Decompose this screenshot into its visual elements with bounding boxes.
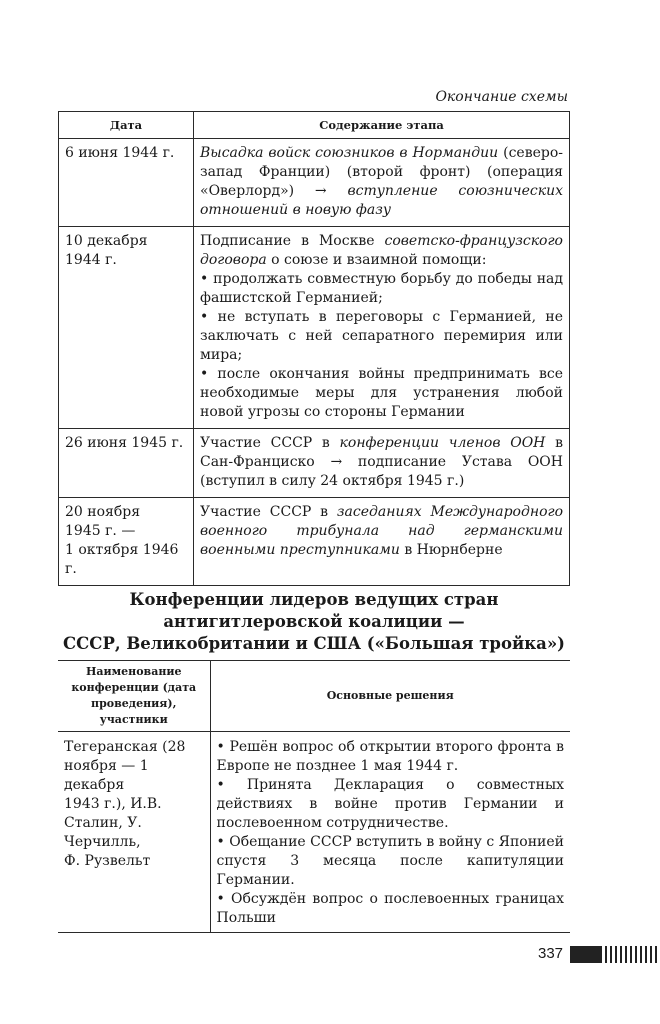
page-number: 337	[538, 945, 564, 962]
emphasis-text: заседаниях Международного военного трибунала над германскими военными преступниками	[200, 504, 563, 558]
table-row	[59, 139, 570, 227]
content-cell	[194, 227, 570, 429]
table-row	[58, 732, 570, 933]
date-cell: 20 ноября 1945 г. — 1 октября 1946 г.	[59, 498, 194, 586]
heading-line: антигитлеровской коалиции —	[163, 612, 465, 631]
content-cell	[194, 498, 570, 586]
plain-text: (северо-запад Франции) (второй фронт) (операция «Оверлорд») →	[200, 145, 564, 199]
bullet-item: • после окончания войны предпринимать все необходимые меры для устранения любой новой угрозы со стороны Германии	[200, 366, 563, 420]
decisions-cell	[210, 732, 570, 933]
plain-text: в Нюрнберне	[399, 542, 503, 558]
column-header-decisions: Основные решения	[210, 661, 570, 732]
column-header-content: Содержание этапа	[194, 112, 570, 139]
content-paragraph	[200, 434, 563, 491]
table-row	[59, 498, 570, 586]
table-caption: Окончание схемы	[435, 89, 568, 105]
emphasis-text: Высадка войск союзников в Нормандии	[200, 145, 499, 161]
emphasis-text: конференции членов ООН	[339, 435, 546, 451]
bullet-item: • Решён вопрос об открытии второго фронта в Европе не позднее 1 мая 1944 г.	[216, 739, 564, 774]
bullet-item: • продолжать совместную борьбу до победы над фашистской Германией;	[200, 271, 563, 306]
plain-text: Участие СССР в	[200, 435, 340, 451]
bullet-item: • Обещание СССР вступить в войну с Японией спустя 3 месяца после капитуляции Германии.	[216, 834, 564, 888]
plain-text: о союзе и взаимной помощи:	[266, 252, 487, 268]
content-cell	[194, 429, 570, 498]
content-paragraph	[200, 232, 563, 270]
date-cell: 10 декабря 1944 г.	[59, 227, 194, 429]
table-row	[59, 227, 570, 429]
conference-cell: Тегеранская (28 ноября — 1 декабря 1943 г.), И.В. Сталин, У. Черчилль, Ф. Рузвельт	[58, 732, 210, 933]
page-marker-stripes	[600, 946, 660, 963]
date-cell: 6 июня 1944 г.	[59, 139, 194, 227]
heading-line: Конференции лидеров ведущих стран	[129, 590, 499, 609]
heading-line: СССР, Великобритании и США («Большая тройка»)	[63, 634, 565, 653]
plain-text: в Сан-Франциско → подписание Устава ООН (вступил в силу 24 октября 1945 г.)	[200, 435, 563, 489]
bullet-item: • не вступать в переговоры с Германией, не заключать с ней сепаратного перемирия или мира;	[200, 309, 563, 363]
table-row	[59, 429, 570, 498]
column-header-date: Дата	[59, 112, 194, 139]
conferences-table	[58, 660, 570, 933]
emphasis-text: советско-французского договора	[200, 233, 563, 268]
column-header-conference: Наименование конференции (дата проведения), участники	[58, 661, 210, 732]
plain-text: Подписание в Москве	[200, 233, 385, 249]
bullet-item: • Принята Декларация о совместных действиях в войне против Германии и послевоенном сотрудничестве.	[216, 777, 564, 831]
date-cell: 26 июня 1945 г.	[59, 429, 194, 498]
bullet-item: • Обсуждён вопрос о послевоенных границах Польши	[216, 891, 564, 926]
content-cell	[194, 139, 570, 227]
content-paragraph	[200, 144, 563, 220]
page-marker-bar	[570, 946, 660, 963]
stages-table	[58, 111, 570, 586]
page-marker-solid	[570, 946, 600, 963]
content-paragraph	[200, 503, 563, 560]
section-heading	[58, 589, 570, 655]
emphasis-text: вступление союзнических отношений в новую фазу	[200, 183, 564, 218]
plain-text: Участие СССР в	[200, 504, 337, 520]
